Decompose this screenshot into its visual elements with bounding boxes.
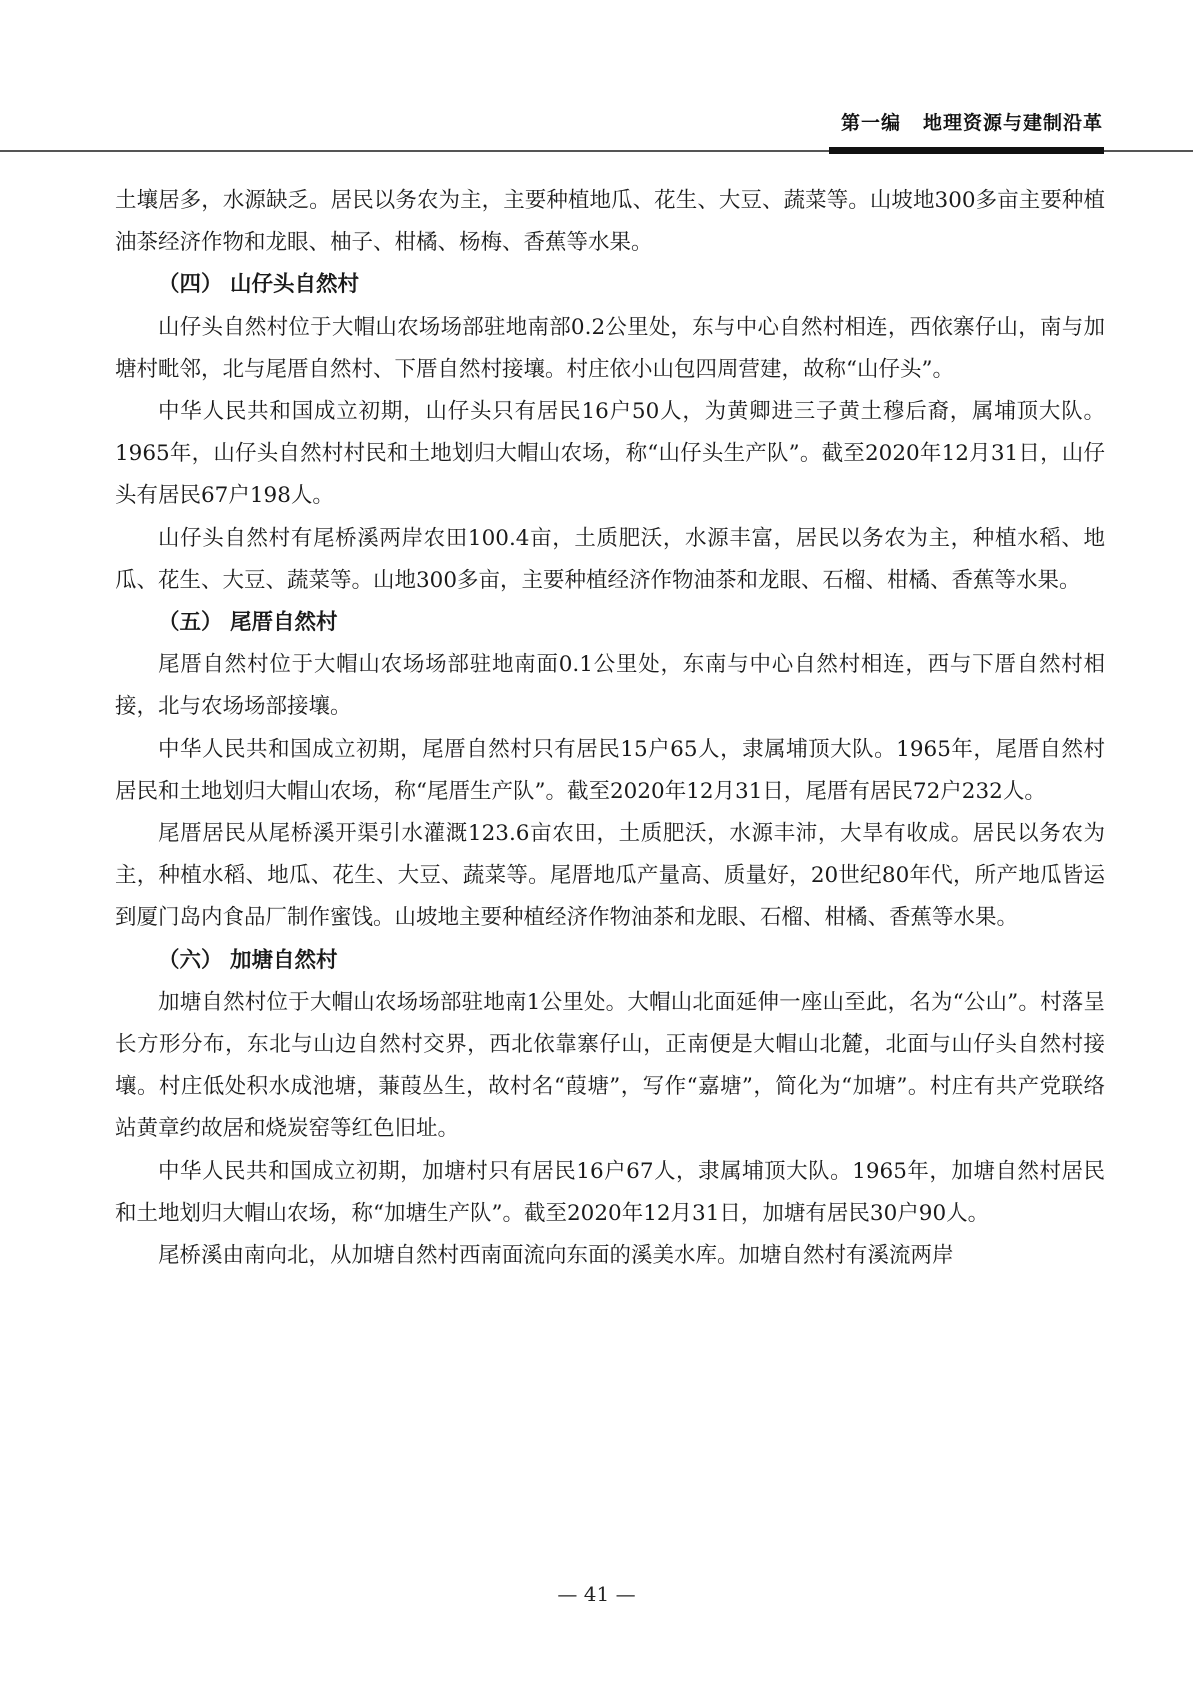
header-rule-accent — [829, 147, 1104, 154]
paragraph-shanzaitou-history: 中华人民共和国成立初期，山仔头只有居民16户50人，为黄卿进三子黄土穆后裔，属埔顶大队。1965年，山仔头自然村村民和土地划归大帽山农场，称“山仔头生产队”。截至2020年12月31日，山仔头有居民67户198人。 — [115, 399, 1105, 509]
page-body — [115, 180, 1105, 1277]
running-header — [841, 108, 1103, 135]
paragraph-jiatang-stream: 尾桥溪由南向北，从加塘自然村西南面流向东面的溪美水库。加塘自然村有溪流两岸 — [158, 1243, 954, 1269]
paragraph-jiatang-location: 加塘自然村位于大帽山农场场部驻地南1公里处。大帽山北面延伸一座山至此，名为“公山”。村落呈长方形分布，东北与山边自然村交界，西北依靠寨仔山，正南便是大帽山北麓，北面与山仔头自然村接壤。村庄低处积水成池塘，蒹葭丛生，故村名“葭塘”，写作“嘉塘”，简化为“加塘”。村庄有共产党联络站黄章约故居和烧炭窑等红色旧址。 — [115, 989, 1105, 1142]
paragraph-continued: 土壤居多，水源缺乏。居民以务农为主，主要种植地瓜、花生、大豆、蔬菜等。山坡地300多亩主要种植油茶经济作物和龙眼、柚子、柑橘、杨梅、香蕉等水果。 — [115, 188, 1105, 256]
paragraph-shanzaitou-location: 山仔头自然村位于大帽山农场场部驻地南部0.2公里处，东与中心自然村相连，西依寨仔山，南与加塘村毗邻，北与尾厝自然村、下厝自然村接壤。村庄依小山包四周营建，故称“山仔头”。 — [115, 314, 1105, 382]
paragraph-weicuo-agriculture: 尾厝居民从尾桥溪开渠引水灌溉123.6亩农田，土质肥沃，水源丰沛，大旱有收成。居民以务农为主，种植水稻、地瓜、花生、大豆、蔬菜等。尾厝地瓜产量高、质量好，20世纪80年代，所产地瓜皆运到厦门岛内食品厂制作蜜饯。山坡地主要种植经济作物油茶和龙眼、石榴、柑橘、香蕉等水果。 — [115, 821, 1105, 931]
section-heading-jiatang: （六） 加塘自然村 — [158, 947, 338, 973]
page-number: — 41 — — [557, 1582, 636, 1606]
paragraph-jiatang-history: 中华人民共和国成立初期，加塘村只有居民16户67人，隶属埔顶大队。1965年，加塘自然村居民和土地划归大帽山农场，称“加塘生产队”。截至2020年12月31日，加塘有居民30户90人。 — [115, 1158, 1105, 1226]
paragraph-weicuo-history: 中华人民共和国成立初期，尾厝自然村只有居民15户65人，隶属埔顶大队。1965年，尾厝自然村居民和土地划归大帽山农场，称“尾厝生产队”。截至2020年12月31日，尾厝有居民72户232人。 — [115, 736, 1105, 804]
section-heading-shanzaitou: （四） 山仔头自然村 — [158, 272, 359, 298]
paragraph-weicuo-location: 尾厝自然村位于大帽山农场场部驻地南面0.1公里处，东南与中心自然村相连，西与下厝自然村相接，北与农场场部接壤。 — [115, 652, 1105, 720]
paragraph-shanzaitou-agriculture: 山仔头自然村有尾桥溪两岸农田100.4亩，土质肥沃，水源丰富，居民以务农为主，种植水稻、地瓜、花生、大豆、蔬菜等。山地300多亩，主要种植经济作物油茶和龙眼、石榴、柑橘、香蕉等水果。 — [115, 525, 1105, 593]
header-title: 地理资源与建制沿革 — [922, 112, 1103, 134]
section-heading-weicuo: （五） 尾厝自然村 — [158, 610, 338, 636]
header-part: 第一编 — [840, 112, 901, 134]
